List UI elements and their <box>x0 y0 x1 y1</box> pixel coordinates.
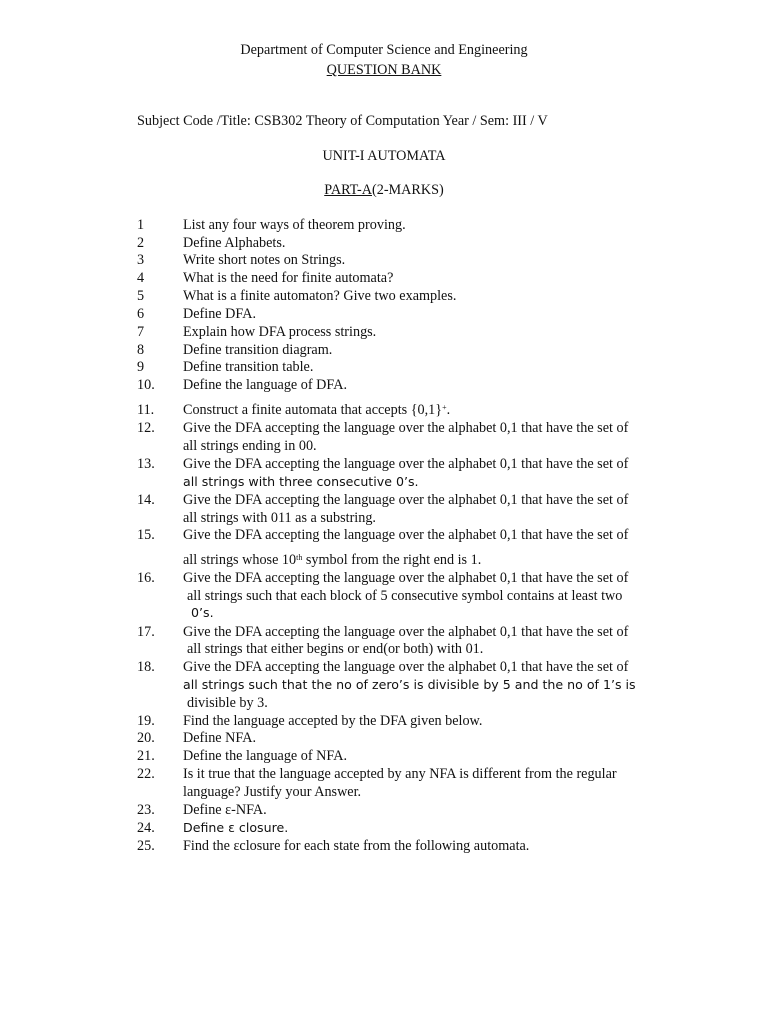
question-text: Give the DFA accepting the language over the alphabet 0,1 that have the set of <box>183 570 629 586</box>
part-heading <box>0 182 768 199</box>
question-continuation: all strings with three consecutive 0’s. <box>183 474 419 489</box>
part-label: PART-A <box>324 182 373 198</box>
question-number: 20. <box>137 730 155 746</box>
question-number: 6 <box>137 306 145 322</box>
subject-line: Subject Code /Title: CSB302 Theory of Computation Year / Sem: III / V <box>137 113 548 129</box>
superscript-plus: + <box>442 403 447 412</box>
question-number: 13. <box>137 456 155 472</box>
question-number: 7 <box>137 324 145 340</box>
question-text: Give the DFA accepting the language over the alphabet 0,1 that have the set of <box>183 492 629 508</box>
question-text: Define NFA. <box>183 730 257 746</box>
question-number: 21. <box>137 748 155 764</box>
question-text: Define the language of DFA. <box>183 377 348 393</box>
question-number: 17. <box>137 624 155 640</box>
question-continuation: all strings such that each block of 5 consecutive symbol contains at least two <box>187 588 623 604</box>
question-number: 3 <box>137 252 145 268</box>
doc-title: QUESTION BANK <box>326 62 442 78</box>
question-text: Define ε closure. <box>183 820 289 835</box>
question-text: Give the DFA accepting the language over the alphabet 0,1 that have the set of <box>183 659 629 675</box>
question-continuation <box>183 552 481 569</box>
question-text: Define the language of NFA. <box>183 748 348 764</box>
question-text: Give the DFA accepting the language over the alphabet 0,1 that have the set of <box>183 624 629 640</box>
question-number: 4 <box>137 270 145 286</box>
question-number: 22. <box>137 766 155 782</box>
question-continuation: all strings such that the no of zero’s is divisible by 5 and the no of 1’s is <box>183 677 636 692</box>
question-text-line <box>183 402 450 419</box>
question-text: Find the εclosure for each state from the following automata. <box>183 838 530 854</box>
question-number: 9 <box>137 359 145 375</box>
department-heading: Department of Computer Science and Engineering <box>240 42 528 58</box>
question-text: Give the DFA accepting the language over the alphabet 0,1 that have the set of <box>183 456 629 472</box>
unit-heading: UNIT-I AUTOMATA <box>322 148 446 164</box>
question-text: What is the need for finite automata? <box>183 270 394 286</box>
continuation-pre: all strings whose 10 <box>183 552 297 568</box>
question-text: Explain how DFA process strings. <box>183 324 377 340</box>
question-number: 24. <box>137 820 155 836</box>
question-text-tail: . <box>446 402 451 418</box>
question-text: Write short notes on Strings. <box>183 252 346 268</box>
question-text: Give the DFA accepting the language over the alphabet 0,1 that have the set of <box>183 527 629 543</box>
question-text: Define transition diagram. <box>183 342 333 358</box>
question-text: Define Alphabets. <box>183 235 286 251</box>
question-number: 18. <box>137 659 155 675</box>
question-number: 1 <box>137 217 145 233</box>
question-number: 12. <box>137 420 155 436</box>
question-continuation: language? Justify your Answer. <box>183 784 362 800</box>
question-text: Is it true that the language accepted by any NFA is different from the regular <box>183 766 617 782</box>
question-text: List any four ways of theorem proving. <box>183 217 406 233</box>
question-number: 16. <box>137 570 155 586</box>
superscript-th: th <box>296 553 303 562</box>
question-continuation: 0’s. <box>191 605 214 620</box>
continuation-post: symbol from the right end is 1. <box>302 552 482 568</box>
question-continuation: all strings that either begins or end(or both) with 01. <box>187 641 484 657</box>
question-text: What is a finite automaton? Give two examples. <box>183 288 457 304</box>
question-number: 10. <box>137 377 155 393</box>
question-number: 5 <box>137 288 145 304</box>
question-text: Give the DFA accepting the language over the alphabet 0,1 that have the set of <box>183 420 629 436</box>
question-text: Define DFA. <box>183 306 257 322</box>
question-continuation: all strings with 011 as a substring. <box>183 510 376 526</box>
question-text: Define ε-NFA. <box>183 802 267 818</box>
question-continuation: all strings ending in 00. <box>183 438 317 454</box>
question-number: 15. <box>137 527 155 543</box>
question-text: Define transition table. <box>183 359 314 375</box>
question-number: 2 <box>137 235 145 251</box>
question-number: 8 <box>137 342 145 358</box>
question-number: 23. <box>137 802 155 818</box>
question-number: 11. <box>137 402 155 418</box>
question-number: 14. <box>137 492 155 508</box>
question-number: 19. <box>137 713 155 729</box>
part-marks: (2-MARKS) <box>372 182 444 198</box>
question-continuation: divisible by 3. <box>187 695 268 711</box>
question-number: 25. <box>137 838 155 854</box>
question-text: Construct a finite automata that accepts {0,1} <box>183 402 443 418</box>
question-text: Find the language accepted by the DFA given below. <box>183 713 483 729</box>
